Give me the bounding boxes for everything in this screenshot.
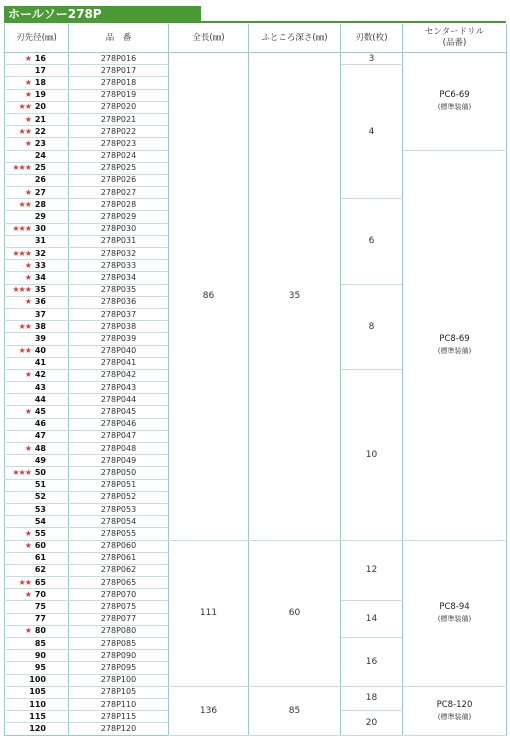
depth-cell: 85 <box>249 686 341 735</box>
diameter-cell <box>5 65 69 77</box>
diameter-cell <box>5 333 69 345</box>
diameter-value: 61 <box>34 553 46 563</box>
popularity-stars: ★★ <box>18 102 31 112</box>
popularity-stars: ★ <box>24 541 31 551</box>
table-row <box>5 540 507 552</box>
drill-note: (標準装備) <box>437 615 472 624</box>
product-code-cell: 278P100 <box>69 674 169 686</box>
diameter-value: 24 <box>34 151 46 161</box>
center-drill-cell <box>403 150 507 540</box>
diameter-cell <box>5 406 69 418</box>
popularity-stars: ★ <box>24 370 31 380</box>
diameter-value: 70 <box>34 589 46 599</box>
product-code-cell: 278P030 <box>69 223 169 235</box>
diameter-cell <box>5 138 69 150</box>
diameter-value: 60 <box>34 541 46 551</box>
product-code-cell: 278P025 <box>69 162 169 174</box>
popularity-stars: ★ <box>24 297 31 307</box>
blade-count-cell: 12 <box>341 540 403 601</box>
diameter-cell <box>5 113 69 125</box>
length-cell: 111 <box>169 540 249 686</box>
diameter-value: 46 <box>34 419 46 429</box>
drill-note: (標準装備) <box>437 347 472 355</box>
popularity-stars: ★★ <box>18 346 31 356</box>
diameter-value: 42 <box>34 370 46 380</box>
popularity-stars: ★ <box>24 589 31 599</box>
product-code-cell: 278P065 <box>69 577 169 589</box>
length-cell: 136 <box>169 686 249 735</box>
popularity-stars: ★ <box>24 272 31 282</box>
diameter-cell <box>5 625 69 637</box>
product-code-cell: 278P110 <box>69 698 169 710</box>
product-code-cell: 278P105 <box>69 686 169 698</box>
diameter-value: 25 <box>34 163 46 173</box>
blade-count-cell: 20 <box>341 711 403 735</box>
popularity-stars: ★ <box>24 114 31 124</box>
product-code-cell: 278P016 <box>69 53 169 65</box>
title-underline <box>4 21 506 23</box>
blade-count-cell: 14 <box>341 601 403 638</box>
header-row <box>5 24 507 53</box>
popularity-stars: ★★ <box>18 126 31 136</box>
popularity-stars: ★★ <box>18 577 31 587</box>
diameter-cell <box>5 199 69 211</box>
product-code-cell: 278P120 <box>69 723 169 735</box>
popularity-stars: ★★ <box>18 199 31 209</box>
table-row <box>5 53 507 65</box>
diameter-value: 29 <box>34 212 46 222</box>
product-code-cell: 278P080 <box>69 625 169 637</box>
header-length: 全長(㎜) <box>169 24 249 53</box>
spec-table <box>4 24 507 736</box>
diameter-value: 19 <box>34 90 46 100</box>
product-code-cell: 278P048 <box>69 443 169 455</box>
product-code-cell: 278P047 <box>69 430 169 442</box>
diameter-cell <box>5 698 69 710</box>
depth-cell: 60 <box>249 540 341 686</box>
diameter-cell <box>5 479 69 491</box>
diameter-value: 27 <box>34 187 46 197</box>
product-code-cell: 278P070 <box>69 589 169 601</box>
center-drill-cell <box>403 540 507 686</box>
diameter-cell <box>5 601 69 613</box>
diameter-value: 52 <box>34 492 46 502</box>
popularity-stars: ★★★ <box>12 285 31 295</box>
product-code-cell: 278P018 <box>69 77 169 89</box>
drill-model: PC8-120 <box>436 699 473 710</box>
header-code: 品 番 <box>69 24 169 53</box>
blade-count-cell: 4 <box>341 65 403 199</box>
diameter-cell <box>5 89 69 101</box>
product-code-cell: 278P026 <box>69 174 169 186</box>
product-code-cell: 278P050 <box>69 467 169 479</box>
popularity-stars: ★★ <box>18 321 31 331</box>
diameter-value: 90 <box>34 650 46 660</box>
product-code-cell: 278P029 <box>69 211 169 223</box>
diameter-value: 105 <box>29 687 46 697</box>
popularity-stars: ★ <box>24 138 31 148</box>
diameter-cell <box>5 394 69 406</box>
product-code-cell: 278P024 <box>69 150 169 162</box>
blade-count-cell: 10 <box>341 369 403 540</box>
diameter-value: 75 <box>34 602 46 612</box>
drill-model: PC8-69 <box>439 334 470 344</box>
popularity-stars: ★ <box>24 187 31 197</box>
diameter-value: 16 <box>34 53 46 63</box>
diameter-value: 120 <box>29 723 46 733</box>
diameter-value: 51 <box>34 480 46 490</box>
diameter-value: 53 <box>34 504 46 514</box>
diameter-cell <box>5 650 69 662</box>
diameter-value: 110 <box>29 699 46 709</box>
popularity-stars: ★★★ <box>12 248 31 258</box>
diameter-value: 95 <box>34 662 46 672</box>
diameter-value: 18 <box>34 77 46 87</box>
diameter-cell <box>5 77 69 89</box>
length-cell: 86 <box>169 53 249 541</box>
popularity-stars: ★ <box>24 77 31 87</box>
diameter-cell <box>5 674 69 686</box>
diameter-value: 26 <box>34 175 46 185</box>
popularity-stars: ★ <box>24 53 31 63</box>
diameter-cell <box>5 613 69 625</box>
product-code-cell: 278P044 <box>69 394 169 406</box>
popularity-stars: ★ <box>24 260 31 270</box>
diameter-cell <box>5 53 69 65</box>
diameter-value: 40 <box>34 346 46 356</box>
blade-count-cell: 6 <box>341 199 403 284</box>
product-code-cell: 278P043 <box>69 382 169 394</box>
diameter-cell <box>5 552 69 564</box>
product-code-cell: 278P054 <box>69 516 169 528</box>
drill-model: PC6-69 <box>439 90 470 101</box>
product-code-cell: 278P039 <box>69 333 169 345</box>
diameter-cell <box>5 540 69 552</box>
diameter-cell <box>5 455 69 467</box>
product-code-cell: 278P052 <box>69 491 169 503</box>
diameter-value: 115 <box>29 711 46 721</box>
product-code-cell: 278P046 <box>69 418 169 430</box>
diameter-cell <box>5 211 69 223</box>
product-code-cell: 278P041 <box>69 357 169 369</box>
product-code-cell: 278P062 <box>69 564 169 576</box>
header-diameter: 刃先径(㎜) <box>5 24 69 53</box>
diameter-value: 34 <box>34 272 46 282</box>
product-code-cell: 278P040 <box>69 345 169 357</box>
diameter-value: 32 <box>34 248 46 258</box>
blade-count-cell: 16 <box>341 638 403 687</box>
diameter-value: 54 <box>34 516 46 526</box>
product-code-cell: 278P095 <box>69 662 169 674</box>
diameter-value: 38 <box>34 321 46 331</box>
header-drill-label: センタードリル <box>424 27 485 37</box>
popularity-stars: ★ <box>24 626 31 636</box>
diameter-cell <box>5 284 69 296</box>
diameter-value: 80 <box>34 626 46 636</box>
diameter-cell <box>5 516 69 528</box>
diameter-cell <box>5 723 69 735</box>
header-drill-sub: (品番) <box>442 38 467 48</box>
diameter-cell <box>5 638 69 650</box>
product-code-cell: 278P060 <box>69 540 169 552</box>
product-code-cell: 278P021 <box>69 113 169 125</box>
diameter-value: 77 <box>34 614 46 624</box>
diameter-value: 39 <box>34 333 46 343</box>
product-code-cell: 278P035 <box>69 284 169 296</box>
diameter-cell <box>5 150 69 162</box>
product-code-cell: 278P017 <box>69 65 169 77</box>
diameter-cell <box>5 528 69 540</box>
diameter-value: 21 <box>34 114 46 124</box>
diameter-value: 22 <box>34 126 46 136</box>
diameter-cell <box>5 467 69 479</box>
drill-note: (標準装備) <box>437 712 472 721</box>
blade-count-cell: 8 <box>341 284 403 369</box>
popularity-stars: ★★★ <box>12 224 31 234</box>
product-code-cell: 278P028 <box>69 199 169 211</box>
popularity-stars: ★ <box>24 443 31 453</box>
product-code-cell: 278P034 <box>69 272 169 284</box>
depth-cell: 35 <box>249 53 341 541</box>
drill-note: (標準装備) <box>437 103 472 112</box>
diameter-cell <box>5 308 69 320</box>
product-code-cell: 278P090 <box>69 650 169 662</box>
diameter-value: 50 <box>34 467 46 477</box>
diameter-cell <box>5 430 69 442</box>
diameter-value: 45 <box>34 407 46 417</box>
diameter-cell <box>5 223 69 235</box>
diameter-cell <box>5 101 69 113</box>
product-code-cell: 278P036 <box>69 296 169 308</box>
blade-count-cell: 3 <box>341 53 403 65</box>
product-code-cell: 278P049 <box>69 455 169 467</box>
drill-model: PC8-94 <box>439 602 470 613</box>
product-code-cell: 278P053 <box>69 503 169 515</box>
product-code-cell: 278P077 <box>69 613 169 625</box>
diameter-value: 100 <box>29 675 46 685</box>
product-code-cell: 278P051 <box>69 479 169 491</box>
diameter-cell <box>5 162 69 174</box>
product-code-cell: 278P031 <box>69 235 169 247</box>
header-drill <box>403 24 507 53</box>
header-depth: ふところ深さ(㎜) <box>249 24 341 53</box>
diameter-cell <box>5 503 69 515</box>
diameter-value: 30 <box>34 224 46 234</box>
diameter-value: 31 <box>34 236 46 246</box>
diameter-value: 44 <box>34 394 46 404</box>
diameter-cell <box>5 662 69 674</box>
diameter-value: 41 <box>34 358 46 368</box>
product-code-cell: 278P032 <box>69 248 169 260</box>
diameter-value: 47 <box>34 431 46 441</box>
diameter-value: 23 <box>34 138 46 148</box>
product-code-cell: 278P023 <box>69 138 169 150</box>
diameter-value: 17 <box>34 65 46 75</box>
table-body <box>5 53 507 736</box>
product-code-cell: 278P027 <box>69 187 169 199</box>
popularity-stars: ★★★ <box>12 467 31 477</box>
diameter-cell <box>5 321 69 333</box>
diameter-cell <box>5 296 69 308</box>
diameter-value: 35 <box>34 285 46 295</box>
diameter-cell <box>5 369 69 381</box>
diameter-cell <box>5 187 69 199</box>
product-code-cell: 278P075 <box>69 601 169 613</box>
diameter-value: 85 <box>34 638 46 648</box>
diameter-cell <box>5 272 69 284</box>
product-code-cell: 278P037 <box>69 308 169 320</box>
diameter-value: 65 <box>34 577 46 587</box>
center-drill-cell <box>403 686 507 735</box>
diameter-cell <box>5 564 69 576</box>
diameter-cell <box>5 418 69 430</box>
diameter-cell <box>5 711 69 723</box>
blade-count-cell: 18 <box>341 686 403 710</box>
diameter-cell <box>5 235 69 247</box>
diameter-cell <box>5 174 69 186</box>
diameter-value: 36 <box>34 297 46 307</box>
diameter-value: 62 <box>34 565 46 575</box>
product-code-cell: 278P038 <box>69 321 169 333</box>
product-code-cell: 278P061 <box>69 552 169 564</box>
diameter-cell <box>5 382 69 394</box>
product-code-cell: 278P085 <box>69 638 169 650</box>
diameter-cell <box>5 491 69 503</box>
diameter-value: 33 <box>34 260 46 270</box>
popularity-stars: ★ <box>24 407 31 417</box>
center-drill-cell <box>403 53 507 151</box>
product-code-cell: 278P033 <box>69 260 169 272</box>
diameter-cell <box>5 686 69 698</box>
product-code-cell: 278P115 <box>69 711 169 723</box>
product-code-cell: 278P020 <box>69 101 169 113</box>
product-code-cell: 278P019 <box>69 89 169 101</box>
diameter-value: 28 <box>34 199 46 209</box>
popularity-stars: ★ <box>24 528 31 538</box>
product-code-cell: 278P055 <box>69 528 169 540</box>
product-code-cell: 278P042 <box>69 369 169 381</box>
diameter-cell <box>5 589 69 601</box>
diameter-cell <box>5 577 69 589</box>
table-row <box>5 686 507 698</box>
diameter-cell <box>5 345 69 357</box>
diameter-value: 37 <box>34 309 46 319</box>
product-code-cell: 278P045 <box>69 406 169 418</box>
diameter-cell <box>5 126 69 138</box>
diameter-cell <box>5 260 69 272</box>
diameter-cell <box>5 248 69 260</box>
diameter-value: 49 <box>34 455 46 465</box>
diameter-value: 55 <box>34 528 46 538</box>
diameter-cell <box>5 357 69 369</box>
diameter-value: 43 <box>34 382 46 392</box>
header-blades: 刃数(枚) <box>341 24 403 53</box>
diameter-value: 48 <box>34 443 46 453</box>
popularity-stars: ★★★ <box>12 163 31 173</box>
page-title: ホールソー278P <box>4 6 201 22</box>
diameter-cell <box>5 443 69 455</box>
product-code-cell: 278P022 <box>69 126 169 138</box>
diameter-value: 20 <box>34 102 46 112</box>
popularity-stars: ★ <box>24 90 31 100</box>
